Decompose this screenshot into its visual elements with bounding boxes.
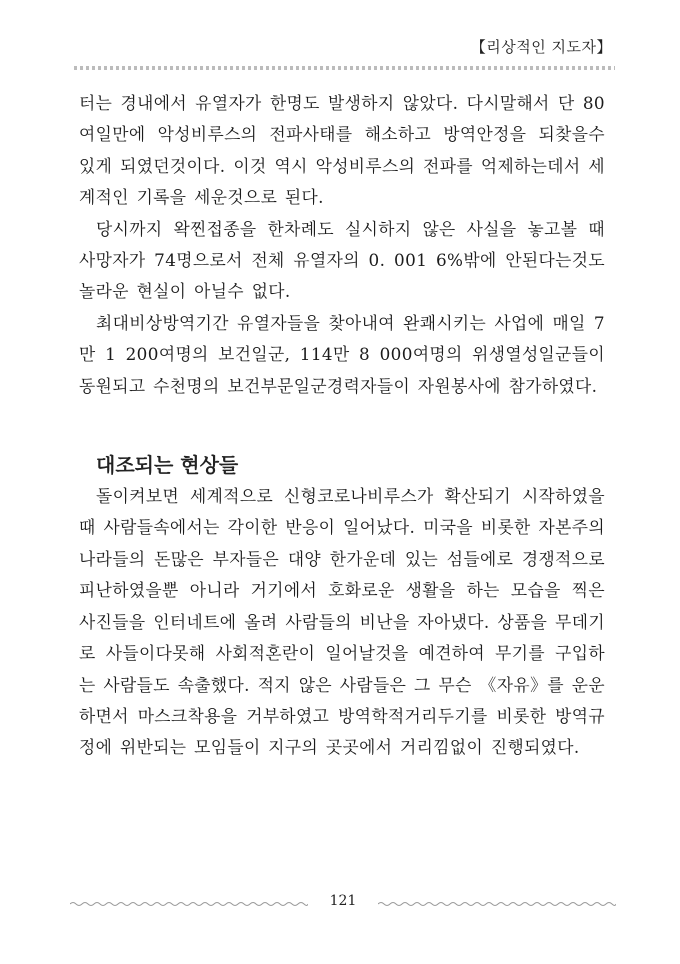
running-header-title: 【리상적인 지도자】	[470, 38, 612, 56]
body-paragraph: 터는 경내에서 유열자가 한명도 발생하지 않았다. 다시말해서 단 80여일만에 악성비루스의 전파사태를 해소하고 방역안정을 되찾을수 있게 되였던것이다. 이것 역시 악성비루스의 전파를 억제하는데서 세계적인 기록을 세운것으로 된다.	[79, 93, 605, 208]
header-divider	[74, 66, 615, 70]
body-paragraph: 최대비상방역기간 유열자들을 찾아내여 완쾌시키는 사업에 매일 7만 1 200여명의 보건일군, 114만 8 000여명의 위생열성일군들이 동원되고 수천명의 보건부문일군경력자들이 자원봉사에 참가하였다.	[79, 312, 605, 396]
page-footer	[70, 893, 616, 913]
body-paragraph: 당시까지 왁찐접종을 한차례도 실시하지 않은 사실을 놓고볼 때 사망자가 74명으로서 전체 유열자의 0. 001 6%밖에 안된다는것도 놀라운 현실이 아닐수 없다.	[79, 218, 605, 302]
footer-ornament-right	[378, 901, 616, 907]
page-body	[79, 88, 605, 764]
page-number: 121	[329, 893, 357, 909]
section-heading: 대조되는 현상들	[96, 453, 239, 478]
body-paragraph: 돌이켜보면 세계적으로 신형코로나비루스가 확산되기 시작하였을 때 사람들속에서는 각이한 반응이 일어났다. 미국을 비롯한 자본주의나라들의 돈많은 부자들은 대양 한가운데 있는 섬들에로 경쟁적으로 피난하였을뿐 아니라 거기에서 호화로운 생활을 하는 모습을 찍은 사진들을 인터네트에 올려 사람들의 비난을 자아냈다. 상품을 무데기로 사들이다못해 사회적혼란이 일어날것을 예견하여 무기를 구입하는 사람들도 속출했다. 적지 않은 사람들은 그 무슨 《자유》를 운운하면서 마스크착용을 거부하였고 방역학적거리두기를 비롯한 방역규정에 위반되는 모임들이 지구의 곳곳에서 거리낌없이 진행되였다.	[79, 486, 605, 758]
